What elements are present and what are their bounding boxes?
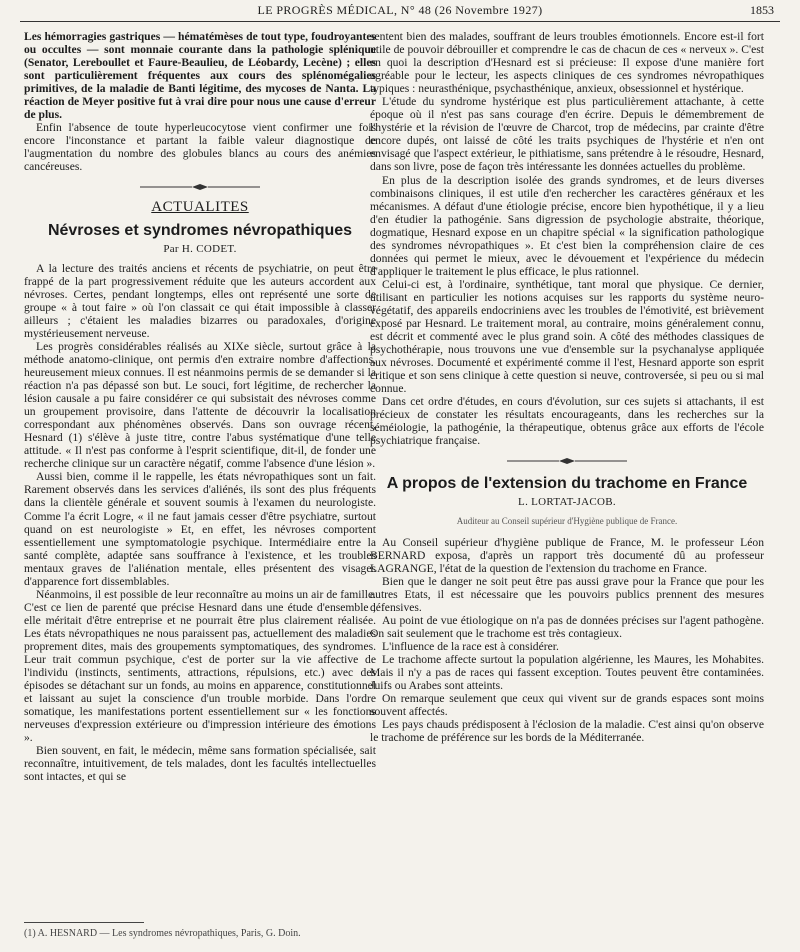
intro-paragraph: Les hémorragies gastriques — hématémèses de tout type, foudroyantes ou occultes — sont monnaie courante dans la pathologie splénique (Senator, Lereboullet et Faure-Beaulieu, de Léobardy, Lecène) ; elles sont particulièrement fréquentes aux cours des splénomégalies primitives, de la maladie de Banti légitime, des mycoses de Nanta. La réaction de Meyer positive fut à vrai dire pour nous une cause d'erreur de plus. <box>24 30 376 122</box>
article-paragraph: En plus de la description isolée des grands syndromes, et de leurs diverses combinaisons cliniques, il est utile d'en rechercher les caractères généraux et les mécanismes. A défaut d'une étiologie précise, encore bien hypothétique, il y a lieu d'en étudier la pathogénie. Sans digression de psychologie abstraite, théorique, dogmatique, Hesnard expose en un chapitre spécial « la signification pathologique des syndromes névropathiques ». Et c'est bien la compréhension claire de ces données qui permet le mieux, avec le dévouement et l'expérience du médecin d'appliquer le traitement le plus efficace, le plus rationnel. <box>370 173 764 278</box>
ornament-divider <box>24 183 376 191</box>
article2-paragraph: L'influence de la race est à considérer. <box>382 639 559 653</box>
article-paragraph: sentent bien des malades, souffrant de leurs troubles émotionnels. Encore est-il fort utile de pouvoir débrouiller et comprendre le cas de chacun de ces « nerveux ». C'est en quoi la description d'Hesnard est si précieuse: Il expose d'une manière fort agréable pour le lecteur, les aspects cliniques de ces syndromes névropathiques typiques : neurasthénique, psychasthénique, anxieux, obsessionnel et hystérique. <box>370 30 764 96</box>
header-rule <box>20 21 780 22</box>
article2-paragraph: On remarque seulement que ceux qui vivent sur de grands espaces sont moins souvent affectés. <box>370 692 764 719</box>
page-number: 1853 <box>750 3 774 17</box>
article2-paragraph: Le trachome affecte surtout la population algérienne, les Maures, les Mohabites. Mais il n'y a pas de races qui fassent exception. Toutes peuvent être contaminées. Juifs ou Arabes sont atteints. <box>370 653 764 693</box>
article2-paragraph: Bien que le danger ne soit peut être pas aussi grave pour la France que pour les autres Etats, il est nécessaire que les pouvoirs publics prennent des mesures défensives. <box>370 574 764 614</box>
article-paragraph: Néanmoins, il est possible de leur reconnaître au moins un air de famille. C'est ce lien de parenté que précise Hesnard dans une étude d'ensemble ; elle méritait d'être entreprise et ne pourrait être plus clairement réalisée. Les états névropathiques ne nous paraissent pas, actuellement des maladies proprement dites, mais des groupements symptomatiques, des syndromes. Leur trait commun psychique, c'est de porter sur la vie affective de l'individu (instincts, sentiments, attractions, répulsions, etc.) avec des épisodes se détachant sur un fonds, au moins en apparence, constitutionnel et laissant au sujet la conscience d'un trouble morbide. Dans l'ordre somatique, les manifestations portent essentiellement sur « les fonctions nerveuses d'expression extérieure ou d'impression intérieure des émotions ». <box>24 587 376 745</box>
footnote-rule <box>24 922 144 923</box>
left-column <box>24 30 376 783</box>
article-paragraph: L'étude du syndrome hystérique est plus particulièrement attachante, à cette époque où il n'est pas sans courage d'en écrire. Depuis le démembrement de l'hystérie et la révision de l'œuvre de Charcot, trop de médecins, par crainte d'être encore dupés, ont laissé de côté les traits psychiques de l'hystérie et n'en ont envisagé que l'aspect extérieur, le pithiatisme, sans prétendre à le résoudre, Hesnard, dans son livre, pose de façon très intéressante les données actuelles du problème. <box>370 95 764 174</box>
article-title: Névroses et syndromes névropathiques <box>47 221 353 239</box>
article-paragraph: Aussi bien, comme il le rappelle, les états névropathiques sont un fait. Rarement observés dans les services d'aliénés, ils sont des plus fréquents dans la clientèle générale et souvent soumis à l'examen du neurologiste. Comme l'a écrit Logre, « il ne faut jamais cesser d'être psychiatre, surtout quand on est neurologiste » Et, en effet, les névroses comportent essentiellement une symptomatologie psychique. Intermédiaire entre la santé complète, adaptée sans souffrance à l'existence, et les troubles mentaux graves de l'aliénation mentale, elles présentent des visages d'apparence fort dissemblables. <box>24 470 376 588</box>
journal-title: LE PROGRÈS MÉDICAL, N° 48 (26 Novembre 1927) <box>257 3 543 17</box>
ornament-divider <box>370 457 764 465</box>
intro-paragraph: Enfin l'absence de toute hyperleucocytose vient confirmer une fois encore l'inconstance et partant la faible valeur diagnostique de l'augmentation du nombre des globules blancs au cours des anémies cancéreuses. <box>24 121 376 174</box>
article2-title: A propos de l'extension du trachome en France <box>386 474 748 492</box>
running-header <box>0 3 800 21</box>
article2-paragraph: Les pays chauds prédisposent à l'éclosion de la maladie. C'est ainsi qu'on observe le trachome de préférence sur les bords de la Méditerranée. <box>370 718 764 745</box>
footnote: (1) A. HESNARD — Les syndromes névropathiques, Paris, G. Doin. <box>24 928 301 939</box>
article-paragraph: Les progrès considérables réalisés au XIXe siècle, surtout grâce à la méthode anatomo-clinique, ont permis d'en extraire nombre d'affections, heureusement mieux connues. Il est néanmoins permis de se demander si la réaction n'a pas dépassé son but. Le souci, fort légitime, de rechercher la lésion causale a pu faire considérer ce qui subsistait des névroses comme un groupement provisoire, dans l'attente de découvrir la localisation correspondant aux phénomènes observés. Dans son ouvrage récent, Hesnard (1) s'élève à juste titre, contre l'abus systématique d'une telle attitude. « Il n'est pas conforme à l'esprit scientifique, dit-il, de fonder une recherche clinique sur un caractère négatif, comme l'absence d'une lésion ». <box>24 339 376 471</box>
article2-paragraph: Au Conseil supérieur d'hygiène publique de France, M. le professeur Léon BERNARD exposa, d'après un rapport très documenté dû au professeur LAGRANGE, l'état de la question de l'extension du trachome en France. <box>370 535 764 575</box>
article2-paragraph: Au point de vue étiologique on n'a pas de données précises sur l'agent pathogène. On sait seulement que le trachome est très contagieux. <box>370 613 764 640</box>
article-paragraph: Dans cet ordre d'études, en cours d'évolution, sur ces sujets si attachants, il est précieux de constater les résultats encourageants, dans les recherches sur la séméiologie, la pathogénie, la thérapeutique, obtenus grâce aux efforts de l'école psychiatrique française. <box>370 395 764 448</box>
article-paragraph: A la lecture des traités anciens et récents de psychiatrie, on peut être frappé de la part progressivement réduite que les auteurs accordent aux névroses. Certes, pendant longtemps, elles ont représenté une sorte de groupe « à tout faire » où l'on classait ce qui était impossible à classer ailleurs ; c'étaient les maladies bizarres ou paradoxales, d'origine mystérieusement nerveuse. <box>24 261 376 340</box>
article2-byline: L. LORTAT-JACOB. <box>518 495 616 508</box>
article-paragraph: Bien souvent, en fait, le médecin, même sans formation spécialisée, sait reconnaître, intuitivement, de tels malades, dont les facultés intellectuelles sont intactes, et qui se <box>24 744 376 784</box>
right-column <box>370 30 764 744</box>
article-paragraph: Celui-ci est, à l'ordinaire, synthétique, tant moral que physique. Ce dernier, utilisant en particulier les notions acquises sur les rapports du système neuro-végétatif, des appareils endocriniens avec les troubles de l'émotivité, est brièvement exposé par Hesnard. Le traitement moral, au contraire, moins généralement connu, est décrit et commenté avec le plus grand soin. A côté des méthodes classiques de psychothérapie, nous trouvons une vue d'ensemble sur la psychanalyse appliquée aux névroses. Documenté et expérimenté comme il l'est, Hesnard apporte son esprit critique et son sens clinique à cette question si neuve, controversée, si peu ou si mal connue. <box>370 277 764 396</box>
section-label: ACTUALITES <box>151 198 249 215</box>
article-byline: Par H. CODET. <box>163 242 237 255</box>
article2-subtitle: Auditeur au Conseil supérieur d'Hygiène publique de France. <box>456 515 678 526</box>
